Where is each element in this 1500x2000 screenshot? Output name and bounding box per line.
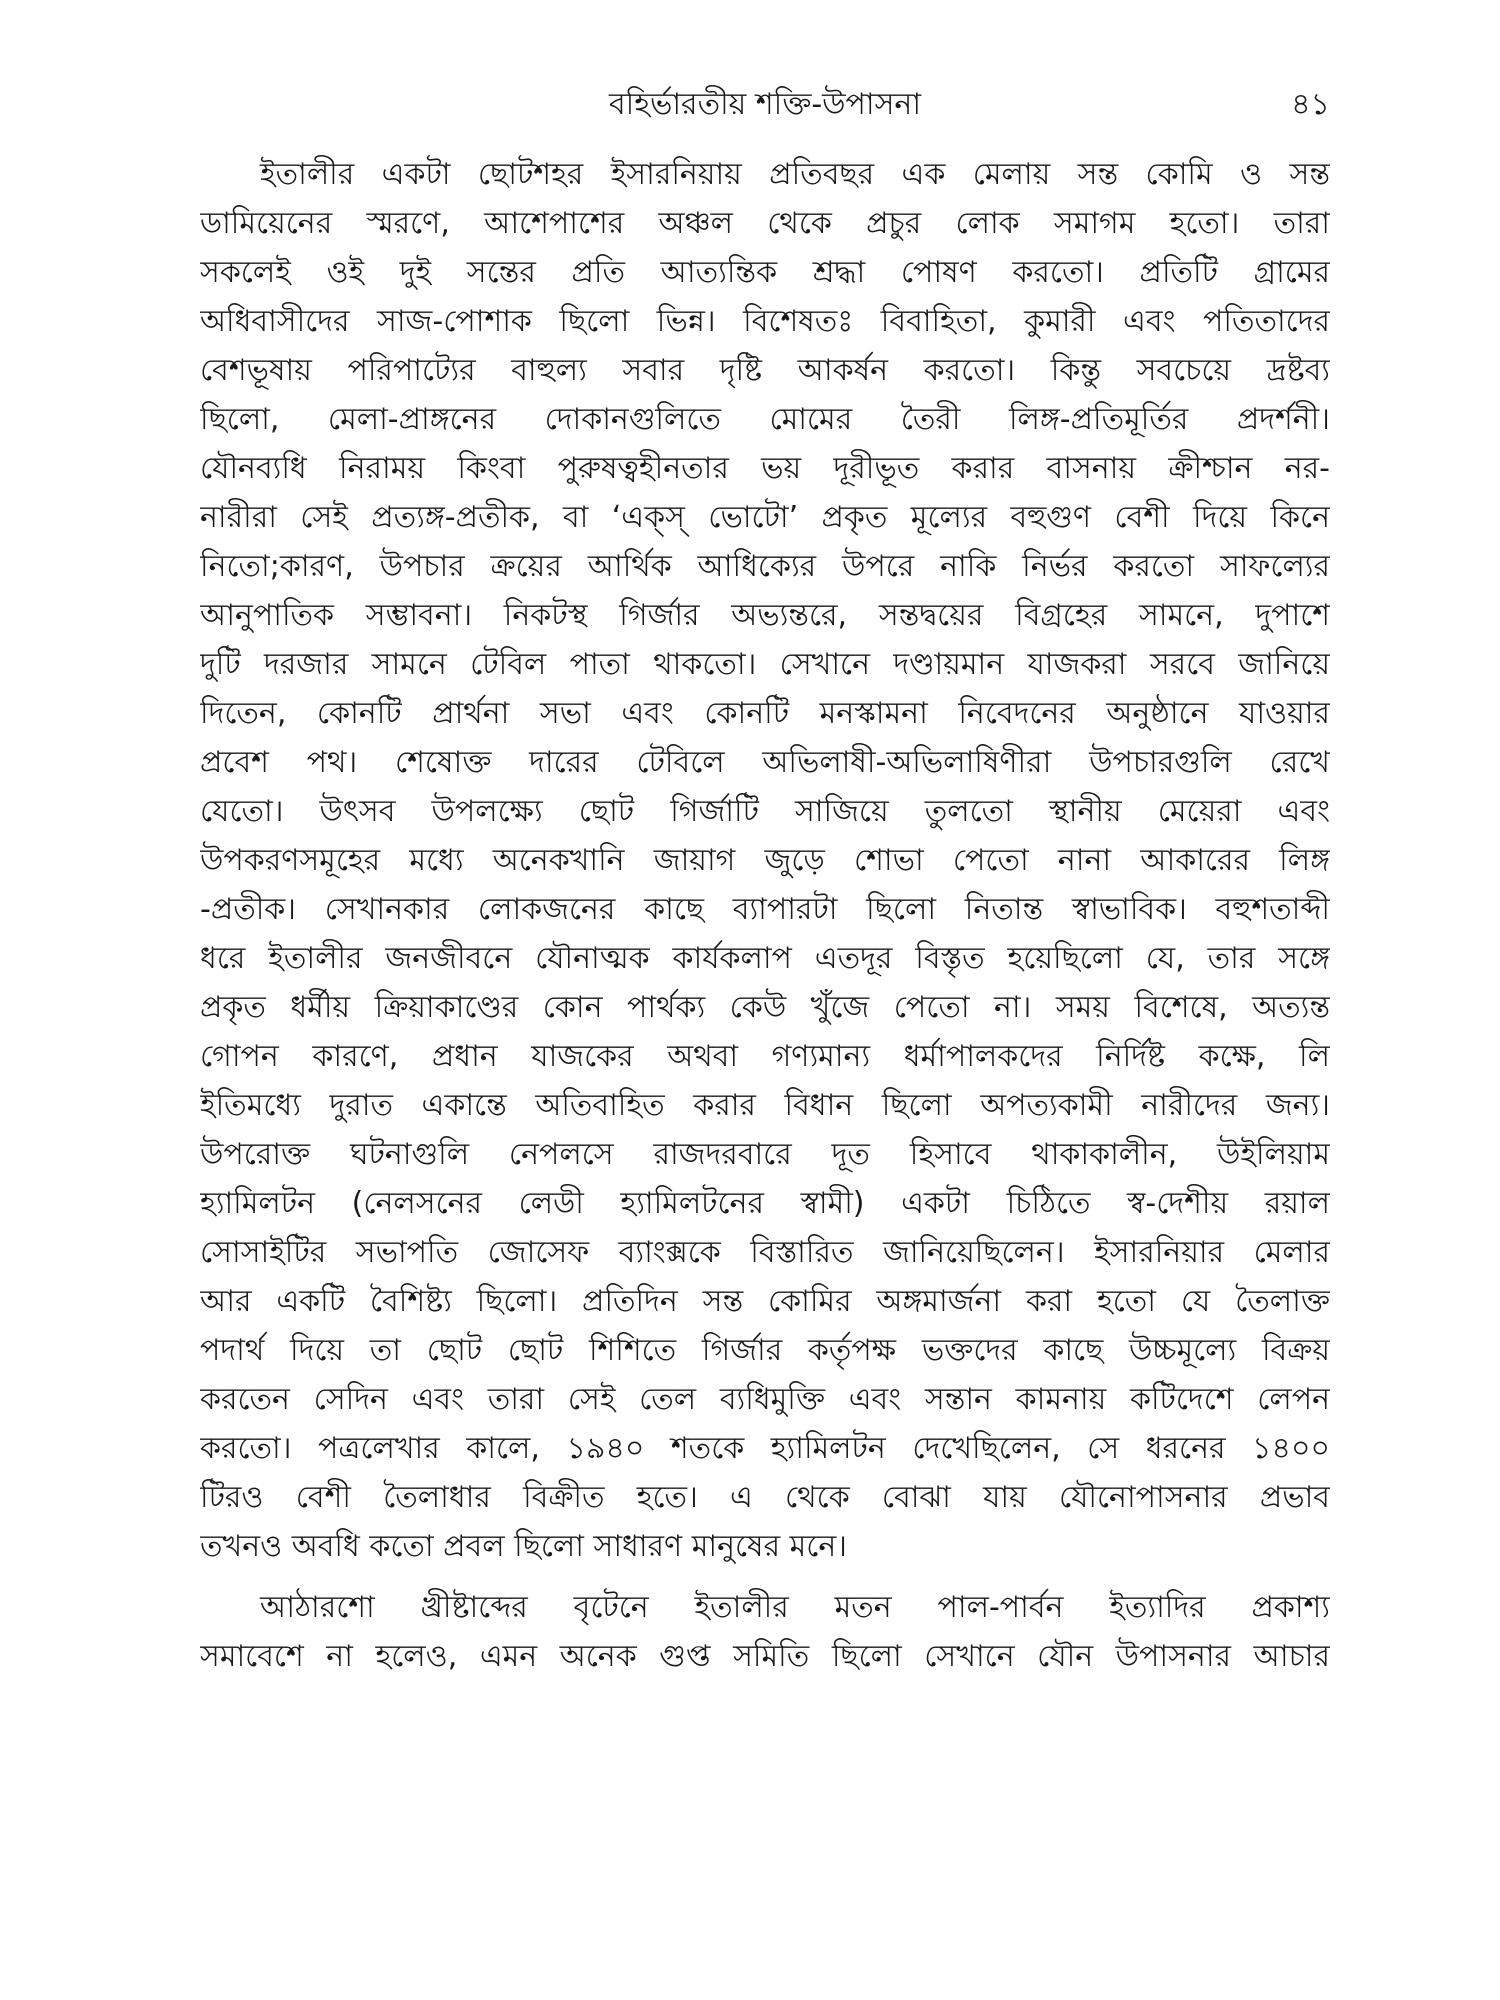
text-line: টিরও বেশী তৈলাধার বিক্রীত হতে। এ থেকে বোঝা যায় যৌনোপাসনার প্রভাব — [200, 1480, 1330, 1515]
text-line: ইতালীর একটা ছোটশহর ইসারনিয়ায় প্রতিবছর এক মেলায় সন্ত কোমি ও সন্ত — [260, 157, 1330, 192]
body-text — [200, 150, 1330, 1681]
running-header — [200, 80, 1330, 130]
text-line: নিতো;কারণ, উপচার ক্রয়ের আর্থিক আধিক্যের উপরে নাকি নির্ভর করতো সাফল্যের — [200, 549, 1330, 584]
paragraph-1 — [200, 150, 1330, 1571]
text-line: উপরোক্ত ঘটনাগুলি নেপলসে রাজদরবারে দূত হিসাবে থাকাকালীন, উইলিয়াম — [200, 1137, 1330, 1172]
text-line: প্রবেশ পথ। শেষোক্ত দারের টেবিলে অভিলাষী-অভিলাষিণীরা উপচারগুলি রেখে — [200, 745, 1330, 780]
text-line: ডামিয়েনের স্মরণে, আশেপাশের অঞ্চল থেকে প্রচুর লোক সমাগম হতো। তারা — [200, 206, 1330, 241]
text-line: গোপন কারণে, প্রধান যাজকের অথবা গণ্যমান্য ধর্মাপালকদের নির্দিষ্ট কক্ষে, লি — [200, 1039, 1330, 1074]
text-line: হ্যামিলটন (নেলসনের লেডী হ্যামিলটনের স্বামী) একটা চিঠিতে স্ব-দেশীয় রয়াল — [200, 1186, 1330, 1221]
text-line: সমাবেশে না হলেও, এমন অনেক গুপ্ত সমিতি ছিলো সেখানে যৌন উপাসনার আচার — [200, 1639, 1330, 1674]
text-line: যেতো। উৎসব উপলক্ষ্যে ছোট গির্জাটি সাজিয়ে তুলতো স্থানীয় মেয়েরা এবং — [200, 794, 1330, 829]
paragraph-2 — [200, 1583, 1330, 1681]
text-line: ছিলো, মেলা-প্রাঙ্গনের দোকানগুলিতে মোমের তৈরী লিঙ্গ-প্রতিমূর্তির প্রদর্শনী। — [200, 402, 1330, 437]
paragraph-gap — [200, 1571, 1330, 1583]
text-line: নারীরা সেই প্রত্যঙ্গ-প্রতীক, বা ‘এক্স্ ভোটো’ প্রকৃত মূল্যের বহুগুণ বেশী দিয়ে কিনে — [200, 500, 1330, 535]
text-line: সোসাইটির সভাপতি জোসেফ ব্যাংক্সকে বিস্তারিত জানিয়েছিলেন। ইসারনিয়ার মেলার — [200, 1235, 1330, 1270]
text-line: বেশভূষায় পরিপাট্যের বাহুল্য সবার দৃষ্টি আকর্ষন করতো। কিন্তু সবচেয়ে দ্রষ্টব্য — [200, 353, 1330, 388]
text-line: অধিবাসীদের সাজ-পোশাক ছিলো ভিন্ন। বিশেষতঃ বিবাহিতা, কুমারী এবং পতিতাদের — [200, 304, 1330, 339]
text-line: আনুপাতিক সম্ভাবনা। নিকটস্থ গির্জার অভ্যন্তরে, সন্তদ্বয়ের বিগ্রহের সামনে, দুপাশে — [200, 598, 1330, 633]
text-line: ধরে ইতালীর জনজীবনে যৌনাত্মক কার্যকলাপ এতদূর বিস্তৃত হয়েছিলো যে, তার সঙ্গে — [200, 941, 1330, 976]
text-line: দুটি দরজার সামনে টেবিল পাতা থাকতো। সেখানে দণ্ডায়মান যাজকরা সরবে জানিয়ে — [200, 647, 1330, 682]
text-line: করতো। পত্রলেখার কালে, ১৯৪০ শতকে হ্যামিলটন দেখেছিলেন, সে ধরনের ১৪০০ — [200, 1431, 1330, 1466]
text-line: আঠারশো খ্রীষ্টাব্দের বৃটেনে ইতালীর মতন পাল-পার্বন ইত্যাদির প্রকাশ্য — [260, 1590, 1330, 1625]
text-line: যৌনব্যধি নিরাময় কিংবা পুরুষত্বহীনতার ভয় দূরীভূত করার বাসনায় ক্রীশ্চান নর- — [200, 451, 1330, 486]
text-line: তখনও অবধি কতো প্রবল ছিলো সাধারণ মানুষের মনে। — [200, 1529, 847, 1564]
running-title: বহির্ভারতীয় শক্তি-উপাসনা — [608, 87, 922, 122]
text-line: -প্রতীক। সেখানকার লোকজনের কাছে ব্যাপারটা ছিলো নিতান্ত স্বাভাবিক। বহুশতাব্দী — [200, 892, 1330, 927]
text-line: উপকরণসমূহের মধ্যে অনেকখানি জায়াগ জুড়ে শোভা পেতো নানা আকারের লিঙ্গ — [200, 843, 1330, 878]
text-line: প্রকৃত ধর্মীয় ক্রিয়াকাণ্ডের কোন পার্থক্য কেউ খুঁজে পেতো না। সময় বিশেষে, অত্যন্ত — [200, 990, 1330, 1025]
text-line: ইতিমধ্যে দুরাত একান্তে অতিবাহিত করার বিধান ছিলো অপত্যকামী নারীদের জন্য। — [200, 1088, 1330, 1123]
text-line: করতেন সেদিন এবং তারা সেই তেল ব্যধিমুক্তি এবং সন্তান কামনায় কটিদেশে লেপন — [200, 1382, 1330, 1417]
text-line: আর একটি বৈশিষ্ট্য ছিলো। প্রতিদিন সন্ত কোমির অঙ্গমার্জনা করা হতো যে তৈলাক্ত — [200, 1284, 1330, 1319]
page-number: ৪১ — [1291, 87, 1330, 122]
text-line: সকলেই ওই দুই সন্তের প্রতি আত্যন্তিক শ্রদ্ধা পোষণ করতো। প্রতিটি গ্রামের — [200, 255, 1330, 290]
text-line: পদার্থ দিয়ে তা ছোট ছোট শিশিতে গির্জার কর্তৃপক্ষ ভক্তদের কাছে উচ্চমূল্যে বিক্রয় — [200, 1333, 1330, 1368]
text-line: দিতেন, কোনটি প্রার্থনা সভা এবং কোনটি মনস্কামনা নিবেদনের অনুষ্ঠানে যাওয়ার — [200, 696, 1330, 731]
